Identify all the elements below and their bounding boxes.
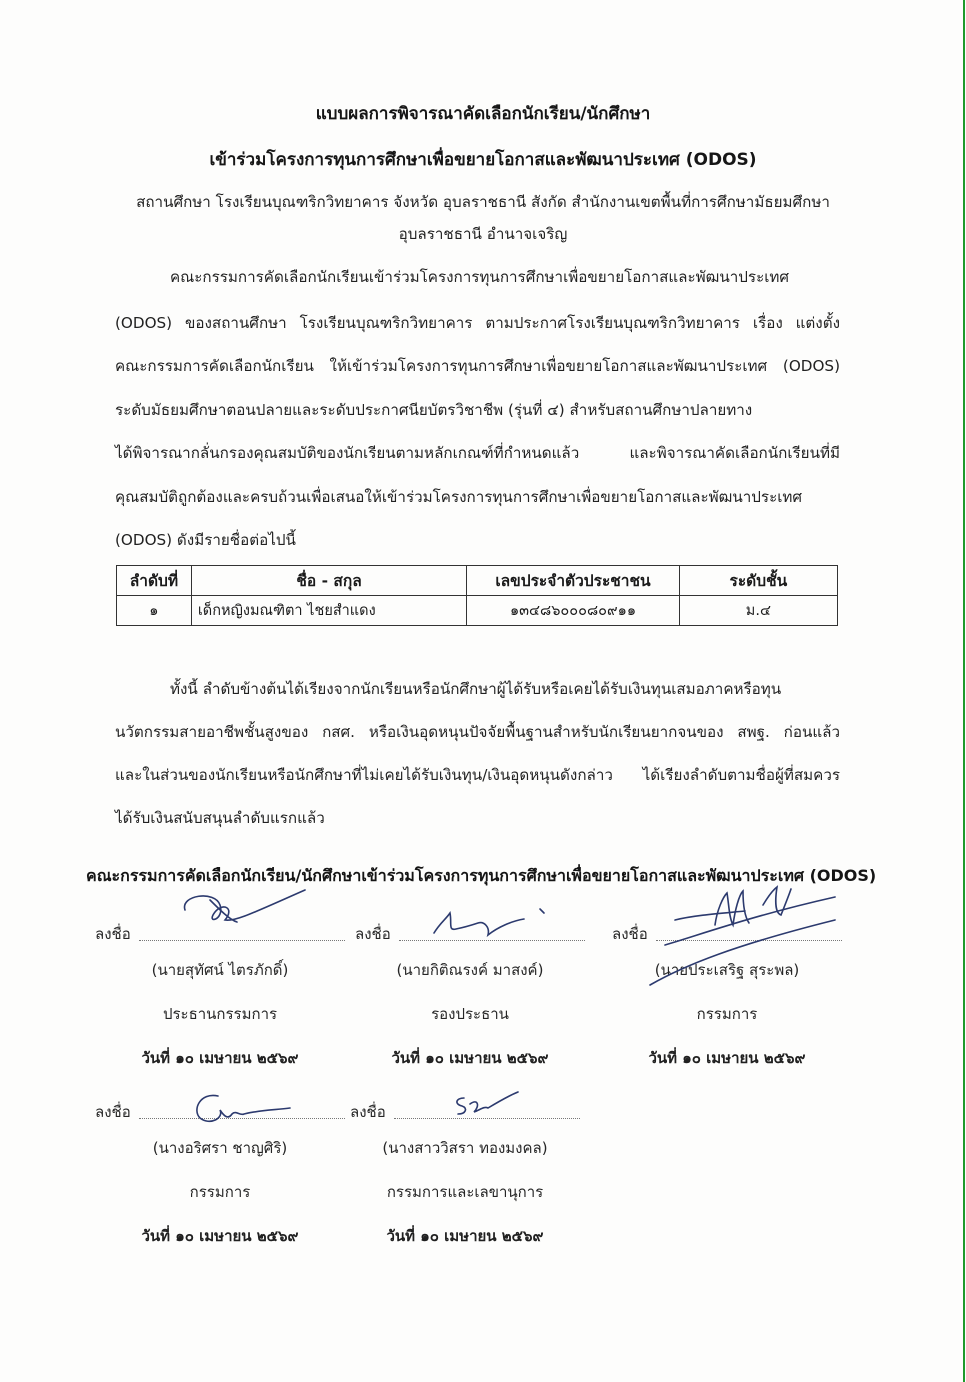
note-line: นวัตกรรมสายอาชีพชั้นสูงของ กสศ. หรือเงินอุดหนุนปัจจัยพื้นฐานสำหรับนักเรียนยากจนของ สพฐ. ก่อนแล้ว — [115, 723, 840, 741]
intro-line: คุณสมบัติถูกต้องและครบถ้วนเพื่อเสนอให้เข้าร่วมโครงการทุนการศึกษาเพื่อขยายโอกาสและพัฒนาประเทศ — [115, 488, 803, 506]
signature-mark-icon — [645, 885, 855, 985]
intro-line: คณะกรรมการคัดเลือกนักเรียนเข้าร่วมโครงการทุนการศึกษาเพื่อขยายโอกาสและพัฒนาประเทศ — [170, 268, 790, 286]
selected-students-table — [116, 565, 838, 626]
intro-line: (ODOS) ของสถานศึกษา โรงเรียนบุณฑริกวิทยาคาร ตามประกาศโรงเรียนบุณฑริกวิทยาคาร เรื่อง แต่งตั้ง — [115, 314, 840, 332]
dotted-signature-field — [399, 940, 585, 941]
column-header-citizen-id: เลขประจำตัวประชาชน — [467, 566, 679, 596]
member-date: วันที่ ๑๐ เมษายน ๒๕๖๙ — [391, 1049, 549, 1067]
member-position: ประธานกรรมการ — [162, 1005, 278, 1023]
intro-line: คณะกรรมการคัดเลือกนักเรียน ให้เข้าร่วมโครงการทุนการศึกษาเพื่อขยายโอกาสและพัฒนาประเทศ (ODOS) — [115, 357, 840, 375]
cell-index: ๑ — [117, 596, 192, 626]
intro-line: (ODOS) ดังมีรายชื่อต่อไปนี้ — [115, 531, 296, 549]
institution-line-2: อุบลราชธานี อำนาจเจริญ — [398, 225, 568, 243]
dotted-signature-field — [139, 940, 345, 941]
member-position: กรรมการ — [189, 1183, 251, 1201]
member-position: กรรมการและเลขานุการ — [386, 1183, 544, 1201]
table-header-row — [117, 566, 838, 596]
signature-mark-icon — [175, 890, 315, 940]
table-row — [117, 596, 838, 626]
sign-label: ลงชื่อ — [355, 925, 391, 943]
cell-level: ม.๔ — [679, 596, 837, 626]
document-subtitle: เข้าร่วมโครงการทุนการศึกษาเพื่อขยายโอกาสและพัฒนาประเทศ (ODOS) — [209, 150, 757, 170]
intro-line: ได้พิจารณากลั่นกรองคุณสมบัติของนักเรียนตามหลักเกณฑ์ที่กำหนดแล้ว และพิจารณาคัดเลือกนักเรียนที่มี — [115, 444, 840, 462]
intro-line: ระดับมัธยมศึกษาตอนปลายและระดับประกาศนียบัตรวิชาชีพ (รุ่นที่ ๔) สำหรับสถานศึกษาปลายทาง — [115, 401, 753, 419]
cell-name: เด็กหญิงมณฑิตา ไชยสำแดง — [191, 596, 466, 626]
note-line: ทั้งนี้ ลำดับข้างต้นได้เรียงจากนักเรียนหรือนักศึกษาผู้ได้รับหรือเคยได้รับเงินทุนเสมอภาคหรือทุน — [170, 680, 782, 698]
member-name: (นางอริศรา ชาญศิริ) — [152, 1139, 288, 1157]
member-position: กรรมการ — [696, 1005, 758, 1023]
member-name: (นางสาววิสรา ทองมงคล) — [382, 1139, 548, 1157]
cell-citizen-id: ๑๓๔๘๖๐๐๐๘๐๙๑๑ — [467, 596, 679, 626]
committee-title: คณะกรรมการคัดเลือกนักเรียน/นักศึกษาเข้าร่วมโครงการทุนการศึกษาเพื่อขยายโอกาสและพัฒนาประเทศ (ODOS) — [86, 866, 877, 885]
member-date: วันที่ ๑๐ เมษายน ๒๕๖๙ — [648, 1049, 806, 1067]
member-date: วันที่ ๑๐ เมษายน ๒๕๖๙ — [386, 1227, 544, 1245]
document-title: แบบผลการพิจารณาคัดเลือกนักเรียน/นักศึกษา — [315, 104, 651, 124]
signature-mark-icon — [450, 1090, 525, 1125]
sign-label: ลงชื่อ — [612, 925, 648, 943]
note-line: และในส่วนของนักเรียนหรือนักศึกษาที่ไม่เคยได้รับเงินทุน/เงินอุดหนุนดังกล่าว ได้เรียงลำดับตามชื่อผู้ที่สมควร — [115, 766, 840, 784]
member-name: (นายกิติณรงค์ มาสงค์) — [396, 961, 544, 979]
member-position: รองประธาน — [431, 1005, 509, 1023]
signature-mark-icon — [190, 1090, 300, 1130]
signature-block-chairman — [95, 922, 345, 1080]
sign-label: ลงชื่อ — [95, 1103, 131, 1121]
sign-label: ลงชื่อ — [350, 1103, 386, 1121]
member-date: วันที่ ๑๐ เมษายน ๒๕๖๙ — [141, 1227, 299, 1245]
column-header-level: ระดับชั้น — [679, 566, 837, 596]
signature-mark-icon — [432, 905, 552, 940]
institution-line-1: สถานศึกษา โรงเรียนบุณฑริกวิทยาคาร จังหวัด อุบลราชธานี สังกัด สำนักงานเขตพื้นที่การศึกษามัธยมศึกษา — [136, 193, 830, 211]
column-header-name: ชื่อ - สกุล — [191, 566, 466, 596]
column-header-index: ลำดับที่ — [117, 566, 192, 596]
sign-label: ลงชื่อ — [95, 925, 131, 943]
note-line: ได้รับเงินสนับสนุนลำดับแรกแล้ว — [115, 809, 325, 827]
member-name: (นายประเสริฐ สุระพล) — [654, 961, 800, 979]
member-date: วันที่ ๑๐ เมษายน ๒๕๖๙ — [141, 1049, 299, 1067]
member-name: (นายสุทัศน์ ไตรภักดิ์) — [151, 961, 289, 979]
signature-block-vice-chairman — [355, 922, 585, 1080]
